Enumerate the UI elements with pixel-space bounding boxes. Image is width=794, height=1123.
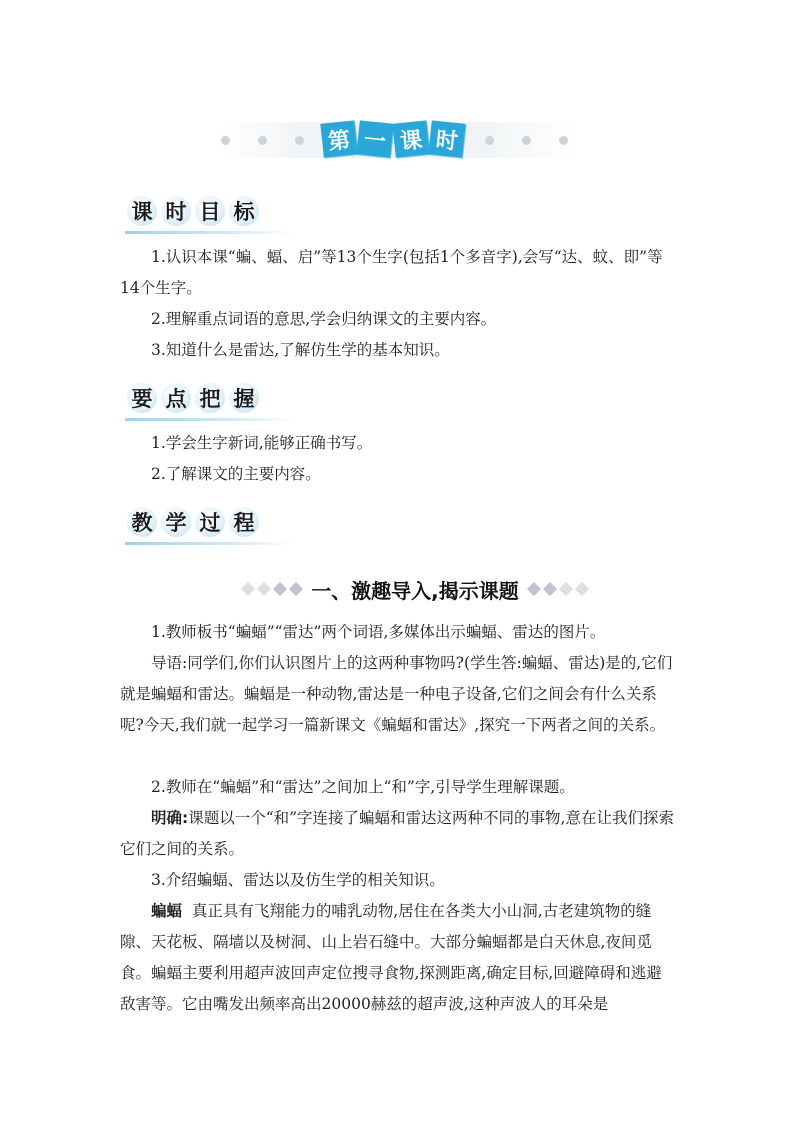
- banner-dot: [485, 136, 494, 145]
- diamond-ornament: [543, 582, 557, 596]
- goal-item-2: 2.理解重点词语的意思,学会归纳课文的主要内容。: [151, 310, 497, 328]
- keypoint-item-1: 1.学会生字新词,能够正确书写。: [151, 434, 373, 452]
- banner-char: 时: [428, 120, 465, 157]
- goal-item-3: 3.知道什么是雷达,了解仿生学的基本知识。: [151, 341, 450, 359]
- heading-char: 握: [229, 383, 259, 413]
- heading-char: 目: [195, 196, 225, 226]
- banner-char: 第: [320, 120, 357, 157]
- section-underline: [125, 542, 295, 545]
- paragraph-clarify: [120, 803, 675, 865]
- diamond-ornament: [289, 582, 303, 596]
- banner-dot: [221, 136, 230, 145]
- diamond-ornament: [559, 582, 573, 596]
- clarify-text: 课题以一个“和”字连接了蝙蝠和雷达这两种不同的事物,意在让我们探索它们之间的关系。: [120, 809, 674, 858]
- section-underline: [125, 418, 295, 421]
- bat-label: 蝙蝠: [151, 902, 183, 920]
- paragraph-board-writing: 1.教师板书“蝙蝠”“雷达”两个词语,多媒体出示蝙蝠、雷达的图片。: [151, 623, 606, 641]
- section-heading-process: [125, 507, 295, 547]
- heading-char: 过: [195, 507, 225, 537]
- banner-dot: [258, 136, 267, 145]
- keypoint-item-2: 2.了解课文的主要内容。: [151, 465, 321, 483]
- diamond-ornament: [257, 582, 271, 596]
- heading-char: 学: [161, 507, 191, 537]
- right-diamonds: [529, 584, 587, 594]
- lesson-banner: [215, 118, 575, 164]
- heading-char: 程: [229, 507, 259, 537]
- diamond-ornament: [575, 582, 589, 596]
- heading-char: 要: [127, 383, 157, 413]
- heading-char: 把: [195, 383, 225, 413]
- left-diamonds: [243, 584, 301, 594]
- banner-char: 课: [392, 120, 429, 157]
- section-underline: [125, 231, 295, 234]
- diamond-ornament: [241, 582, 255, 596]
- banner-dot: [295, 136, 304, 145]
- heading-char: 时: [161, 196, 191, 226]
- heading-char: 标: [229, 196, 259, 226]
- paragraph-title-explain: 2.教师在“蝙蝠”和“雷达”之间加上“和”字,引导学生理解课题。: [151, 778, 575, 796]
- banner-char: 一: [356, 120, 393, 157]
- section-heading-goals: [125, 196, 295, 236]
- bat-text: 真正具有飞翔能力的哺乳动物,居住在各类大小山洞,古老建筑物的缝隙、天花板、隔墙以及树洞、山上岩石缝中。大部分蝙蝠都是白天休息,夜间觅食。蝙蝠主要利用超声波回声定位搜寻食物,探测距离,确定目标,回避障碍和逃避敌害等。它由嘴发出频率高出20000赫兹的超声波,这种声波人的耳朵是: [120, 902, 662, 1013]
- banner-dot: [559, 136, 568, 145]
- banner-dot: [522, 136, 531, 145]
- goal-item-1: 1.认识本课“蝙、蝠、启”等13个生字(包括1个多音字),会写“达、蚊、即”等14个生字。: [120, 248, 663, 297]
- heading-char: 点: [161, 383, 191, 413]
- clarify-label: 明确:: [151, 809, 189, 827]
- intro-text: 同学们,你们认识图片上的这两种事物吗?(学生答:蝙蝠、雷达)是的,它们就是蝙蝠和雷达。蝙蝠是一种动物,雷达是一种电子设备,它们之间会有什么关系呢?今天,我们就一起学习一篇新课文《蝙蝠和雷达》,探究一下两者之间的关系。: [120, 654, 673, 734]
- section-heading-keypoints: [125, 383, 295, 423]
- diamond-ornament: [273, 582, 287, 596]
- subsection-title: 一、激趣导入,揭示课题: [311, 578, 519, 603]
- paragraph-bat: [120, 896, 675, 1020]
- heading-char: 教: [127, 507, 157, 537]
- intro-label: 导语:: [151, 654, 188, 672]
- banner-tiles: [322, 118, 464, 164]
- heading-char: 课: [127, 196, 157, 226]
- subsection-heading: [195, 574, 635, 604]
- diamond-ornament: [527, 582, 541, 596]
- paragraph-introduce: 3.介绍蝙蝠、雷达以及仿生学的相关知识。: [151, 871, 445, 889]
- paragraph-intro: [120, 648, 675, 741]
